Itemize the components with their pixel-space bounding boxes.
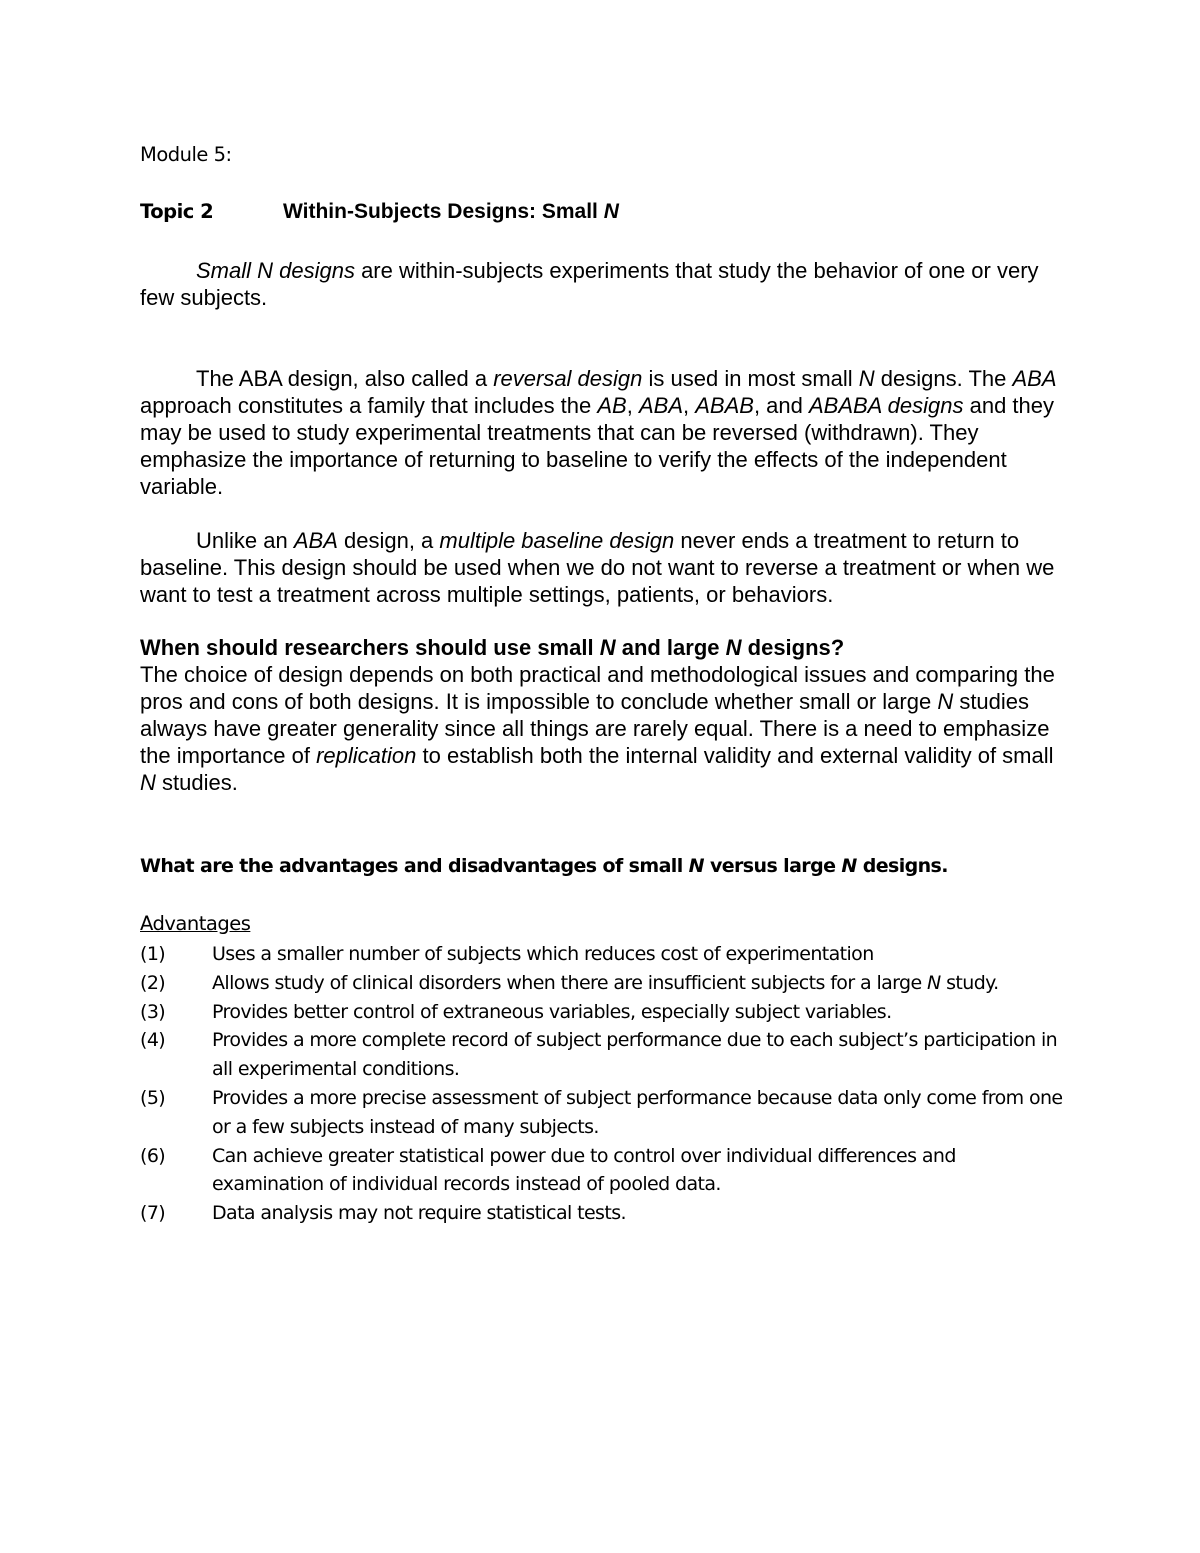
list-item: [140, 1199, 1070, 1228]
p2-text-3: is used in most small: [642, 366, 859, 391]
p2-n: N: [858, 366, 875, 391]
list-item-text: Data analysis may not require statistical tests.: [212, 1202, 626, 1225]
term-aba-3: ABA: [293, 528, 338, 553]
list-item: [140, 1026, 1070, 1084]
p2-text-7: approach constitutes a family that includes the: [140, 393, 598, 418]
term-replication: replication: [316, 743, 417, 768]
list-item: [140, 998, 1070, 1027]
p2-sep-2: ,: [683, 393, 696, 418]
q1-text-5: designs?: [741, 635, 845, 660]
p2-sep-1: ,: [626, 393, 639, 418]
q1-text-1: When should researchers should use small: [140, 635, 600, 660]
topic-title: [283, 200, 619, 223]
topic-heading: [140, 200, 1070, 224]
list-item-text: Provides a more precise assessment of subject performance because data only come from one or a few subjects instead of many subjects.: [212, 1086, 1063, 1138]
term-abab: ABAB: [695, 393, 754, 418]
p4-text-7: studies.: [155, 770, 238, 795]
list-item: [140, 1142, 1070, 1200]
topic-label: Topic 2: [140, 200, 214, 223]
p2-text-5: designs. The: [874, 366, 1013, 391]
list-item: [140, 1084, 1070, 1142]
term-ab: AB: [597, 393, 627, 418]
list-item: [140, 940, 1070, 969]
q2-n-1: N: [688, 855, 704, 877]
p3-text-5: never ends a treatment to return to baseline. This design should be used when we do not want to reverse a treatment or when we want to test a treatment across multiple settings, patients, or behaviors.: [140, 528, 1055, 607]
module-title: Module 5:: [140, 143, 232, 166]
p4-n-1: N: [937, 689, 954, 714]
p2-sep-3: , and: [753, 393, 809, 418]
list-item-text: Uses a smaller number of subjects which reduces cost of experimentation: [212, 943, 874, 965]
p4-text-3: studies always have greater generality since all things are rarely equal. There is a need to emphasize the importance of: [140, 689, 1050, 768]
paragraph-multiple-baseline: [140, 527, 1070, 608]
advantages-heading: Advantages: [140, 912, 251, 935]
term-small-n-designs: Small N designs: [196, 258, 355, 283]
list-item-text: Provides a more complete record of subject performance due to each subject’s participation in all experimental conditions.: [212, 1029, 1058, 1081]
p1-text: are within-subjects experiments that study the behavior of one or very few subjects.: [140, 258, 1039, 310]
list-item-text: Provides better control of extraneous variables, especially subject variables.: [212, 1000, 892, 1023]
paragraph-aba-design: [140, 365, 1070, 500]
p2-text-1: The ABA design, also called a: [196, 366, 494, 391]
advantages-list: [140, 940, 1070, 1228]
p4-n-2: N: [140, 770, 156, 795]
term-multiple-baseline-design: multiple baseline design: [439, 528, 675, 553]
q2-text-3: versus large: [703, 855, 842, 877]
p3-text-3: design, a: [337, 528, 440, 553]
q2-text-5: designs.: [856, 855, 948, 877]
term-reversal-design: reversal design: [493, 366, 643, 391]
paragraph-small-n-definition: [140, 257, 1070, 311]
p3-text-1: Unlike an: [196, 528, 294, 553]
list-item-number: (1): [140, 943, 166, 965]
topic-title-n: N: [603, 200, 619, 223]
list-item-number: (5): [140, 1086, 166, 1109]
p4-text-1: The choice of design depends on both practical and methodological issues and comparing the pros and cons of both designs. It is impossible to conclude whether small or large: [140, 662, 1055, 714]
q1-text-3: and large: [615, 635, 726, 660]
list-item-text: Allows study of clinical disorders when there are insufficient subjects for a large: [212, 971, 928, 994]
term-ababa-designs: ABABA designs: [808, 393, 964, 418]
question-heading-advantages: [140, 855, 1070, 877]
q1-n-1: N: [599, 635, 616, 660]
p2-text-15: and they may be used to study experimental treatments that can be reversed (withdrawn). They emphasize the importance of returning to baseline to verify the effects of the independent variable.: [140, 393, 1054, 499]
list-item-number: (2): [140, 971, 166, 994]
topic-title-text: Within-Subjects Designs: Small: [283, 200, 604, 223]
list-item-text: Can achieve greater statistical power due to control over individual differences and examination of individual records instead of pooled data.: [212, 1144, 956, 1196]
paragraph-choice-of-design: [140, 661, 1070, 796]
q2-n-2: N: [841, 855, 857, 877]
term-aba-2: ABA: [638, 393, 683, 418]
p4-text-5: to establish both the internal validity and external validity of small: [416, 743, 1054, 768]
list-item-number: (6): [140, 1144, 166, 1167]
list-item: [140, 969, 1070, 998]
list-item-n: N: [927, 971, 941, 994]
list-item-number: (4): [140, 1029, 166, 1052]
list-item-number: (3): [140, 1000, 166, 1023]
q2-text-1: What are the advantages and disadvantages of small: [140, 855, 689, 877]
list-item-text-2: study.: [940, 971, 999, 994]
term-aba: ABA: [1012, 366, 1057, 391]
list-item-number: (7): [140, 1202, 166, 1225]
q1-n-2: N: [725, 635, 742, 660]
question-heading-when: [140, 634, 1070, 661]
